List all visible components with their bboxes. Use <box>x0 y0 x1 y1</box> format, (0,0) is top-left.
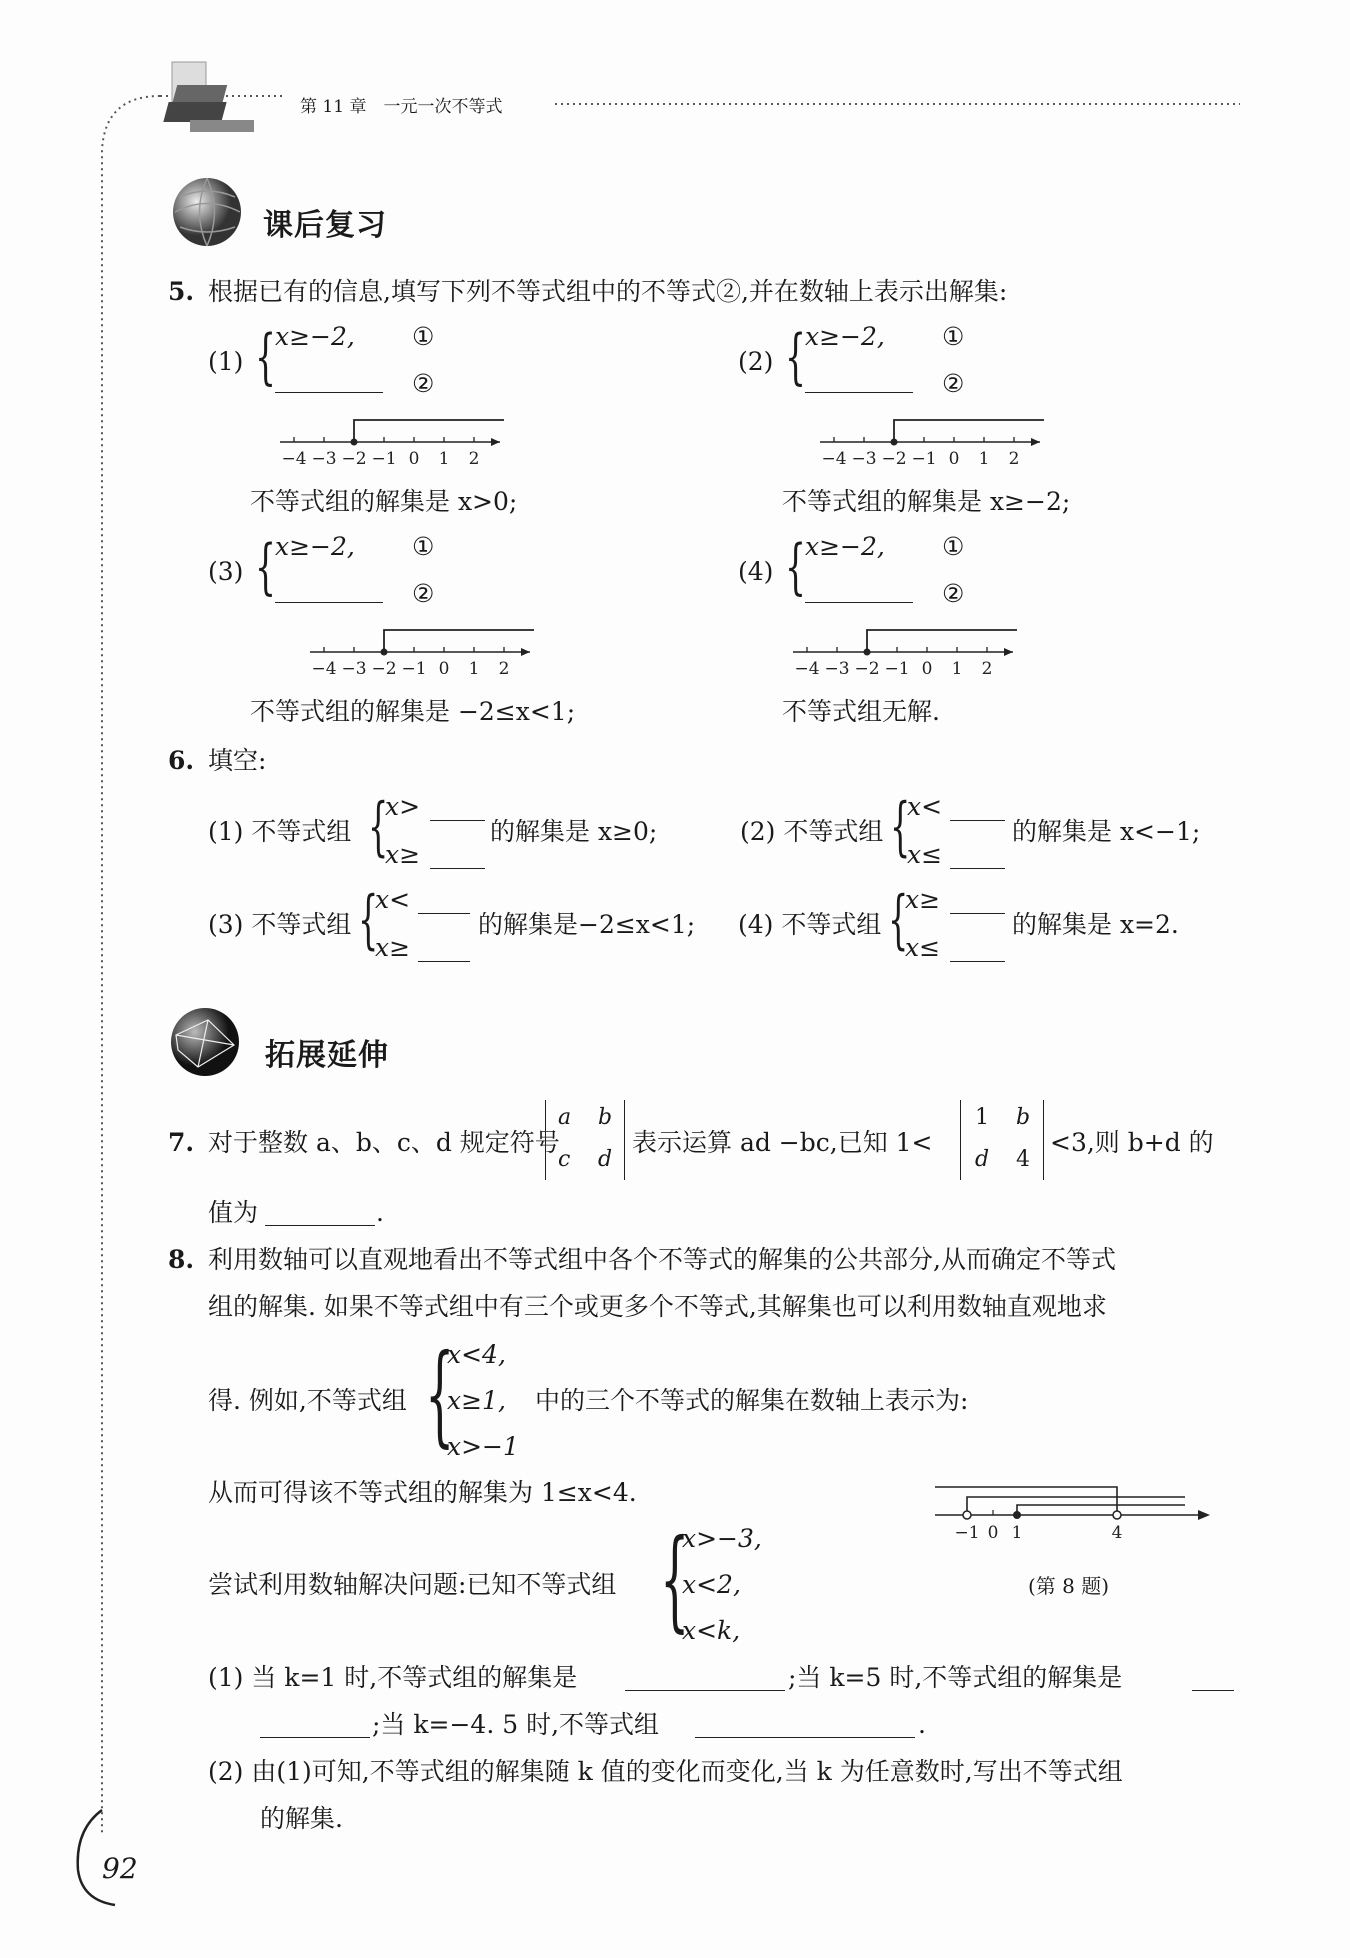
q8-sub1-a: (1) 当 k=1 时,不等式组的解集是 <box>208 1663 578 1692</box>
q7-line2: 值为 <box>208 1198 259 1227</box>
figure-8-number-line <box>935 1470 1215 1545</box>
q5-part2-mark2: ② <box>942 369 965 398</box>
q5-part2-label: (2) <box>738 347 774 376</box>
q6-part2-l1: x< <box>907 792 943 821</box>
q6-part3-l2: x≥ <box>375 933 411 962</box>
q8-sub1-end: . <box>918 1710 926 1739</box>
q5-part4-mark1: ① <box>942 532 965 561</box>
q7-text-a: 对于整数 a、b、c、d 规定符号 <box>208 1128 560 1157</box>
q5-part3-result: 不等式组的解集是 −2≤x<1; <box>250 697 576 726</box>
tick-label: 4 <box>1111 1523 1123 1543</box>
number-line-4 <box>793 620 1043 680</box>
number-line-3 <box>310 620 560 680</box>
q6-part1-blank1[interactable] <box>430 820 485 821</box>
q6-part2-blank2[interactable] <box>950 868 1005 869</box>
solution-ray <box>354 420 504 442</box>
brace: { <box>255 532 277 602</box>
tick-label: −3 <box>824 659 850 679</box>
q5-part2-blank[interactable] <box>805 392 913 393</box>
q5-part4-ineq1: x≥−2, <box>805 532 885 561</box>
number-line-1 <box>280 410 530 470</box>
q5-part3-blank[interactable] <box>275 602 383 603</box>
q5-part1-label: (1) <box>208 347 244 376</box>
number-line-2 <box>820 410 1070 470</box>
q8-number: 8. <box>168 1245 195 1274</box>
q5-part4-result: 不等式组无解. <box>782 697 940 726</box>
determinant-2 <box>960 1100 1044 1180</box>
tick-label: −1 <box>401 659 427 679</box>
q5-part4-mark2: ② <box>942 579 965 608</box>
open-point <box>963 1511 971 1519</box>
det1-c: c <box>558 1147 571 1172</box>
q8-sub1-blank1[interactable] <box>625 1690 785 1691</box>
section-title-review: 课后复习 <box>263 208 387 243</box>
q7-text-c: <3,则 b+d 的 <box>1050 1128 1214 1157</box>
q8-sys2-3: x<k, <box>682 1616 741 1645</box>
q5-part1-mark1: ① <box>412 322 435 351</box>
ray-x-ge-1 <box>1017 1505 1185 1515</box>
tick-label: −1 <box>884 659 910 679</box>
q8-sub1-blank2a[interactable] <box>1192 1690 1234 1691</box>
globe-icon <box>170 175 245 250</box>
figure-8-caption: (第 8 题) <box>1028 1574 1110 1598</box>
tick-label: −2 <box>881 449 907 469</box>
q8-sub2-a: (2) 由(1)可知,不等式组的解集随 k 值的变化而变化,当 k 为任意数时,写出不等式组 <box>208 1757 1123 1786</box>
brace: { <box>890 790 911 864</box>
tick-label: 2 <box>1008 449 1020 469</box>
tick-label: −2 <box>341 449 367 469</box>
q8-sys-3: x>−1 <box>447 1432 519 1461</box>
q5-part4-label: (4) <box>738 557 774 586</box>
tick-label: 0 <box>408 449 420 469</box>
tick-label: −3 <box>311 449 337 469</box>
q6-part4-label: (4) 不等式组 <box>738 910 882 939</box>
det2-1: 1 <box>975 1105 989 1130</box>
det1-a: a <box>558 1105 572 1130</box>
q6-part2-result: 的解集是 x<−1; <box>1012 817 1201 846</box>
tick-label: 2 <box>468 449 480 469</box>
brace: { <box>368 790 389 864</box>
q8-line3-post: 中的三个不等式的解集在数轴上表示为: <box>535 1386 969 1415</box>
q6-title: 填空: <box>208 746 267 775</box>
tick-label: 0 <box>948 449 960 469</box>
q8-sub1-blank2b[interactable] <box>260 1737 370 1738</box>
tick-label: 1 <box>951 659 963 679</box>
section-title-extend: 拓展延伸 <box>265 1038 389 1073</box>
q6-part1-l2: x≥ <box>385 840 421 869</box>
q8-line5-pre: 尝试利用数轴解决问题:已知不等式组 <box>208 1570 617 1599</box>
q8-sys2-1: x>−3, <box>682 1524 762 1553</box>
tick-label: 0 <box>438 659 450 679</box>
q8-sys-1: x<4, <box>447 1340 506 1369</box>
q5-part3-ineq1: x≥−2, <box>275 532 355 561</box>
tick-label: −1 <box>954 1523 980 1543</box>
q6-part3-blank1[interactable] <box>418 913 470 914</box>
q6-part4-blank1[interactable] <box>950 913 1005 914</box>
q5-part1-blank[interactable] <box>275 392 383 393</box>
q5-part1-result: 不等式组的解集是 x>0; <box>250 487 518 516</box>
brace: { <box>425 1330 455 1458</box>
q8-sub1-b: ;当 k=5 时,不等式组的解集是 <box>788 1663 1123 1692</box>
determinant-1 <box>545 1100 625 1180</box>
axis-arrow <box>1031 438 1040 446</box>
q5-part2-result: 不等式组的解集是 x≥−2; <box>782 487 1071 516</box>
tick-label: −1 <box>911 449 937 469</box>
axis-arrow <box>1004 648 1013 656</box>
q5-part3-mark1: ① <box>412 532 435 561</box>
q6-part3-l1: x< <box>375 885 411 914</box>
axis-arrow <box>491 438 500 446</box>
q5-part4-blank[interactable] <box>805 602 913 603</box>
tick-label: −4 <box>311 659 337 679</box>
q5-text: 根据已有的信息,填写下列不等式组中的不等式②,并在数轴上表示出解集: <box>208 277 1008 306</box>
solution-ray <box>384 630 534 652</box>
brace: { <box>660 1515 690 1643</box>
det1-b: b <box>598 1105 613 1130</box>
tick-label: −2 <box>854 659 880 679</box>
q6-part3-blank2[interactable] <box>418 961 470 962</box>
tick-label: −4 <box>794 659 820 679</box>
ray-x-gt-neg1 <box>967 1497 1185 1515</box>
q8-line4: 从而可得该不等式组的解集为 1≤x<4. <box>208 1478 637 1507</box>
q5-part3-label: (3) <box>208 557 244 586</box>
q6-part3-result: 的解集是−2≤x<1; <box>478 910 696 939</box>
q7-text-b: 表示运算 ad −bc,已知 1< <box>632 1128 933 1157</box>
q6-part2-label: (2) 不等式组 <box>740 817 884 846</box>
q5-part1-ineq1: x≥−2, <box>275 322 355 351</box>
brace: { <box>358 883 379 957</box>
q6-number: 6. <box>168 746 195 775</box>
ray-x-lt-4 <box>935 1487 1117 1515</box>
q6-part2-l2: x≤ <box>907 840 943 869</box>
page-number: 92 <box>102 1852 138 1885</box>
q6-part3-label: (3) 不等式组 <box>208 910 352 939</box>
tick-label: −4 <box>281 449 307 469</box>
brace: { <box>888 883 909 957</box>
tick-label: −3 <box>851 449 877 469</box>
q6-part2-blank1[interactable] <box>950 820 1005 821</box>
tick-label: −3 <box>341 659 367 679</box>
tick-label: −4 <box>821 449 847 469</box>
tick-label: 1 <box>978 449 990 469</box>
brace: { <box>255 322 277 392</box>
tick-label: 0 <box>987 1523 999 1543</box>
q5-part1-mark2: ② <box>412 369 435 398</box>
network-sphere-icon <box>168 1005 243 1080</box>
q5-part2-ineq1: x≥−2, <box>805 322 885 351</box>
tick-label: 1 <box>468 659 480 679</box>
q6-part1-label: (1) 不等式组 <box>208 817 352 846</box>
books-icon <box>163 62 254 132</box>
brace: { <box>785 532 807 602</box>
q6-part4-result: 的解集是 x=2. <box>1012 910 1179 939</box>
tick-label: −1 <box>371 449 397 469</box>
solution-ray <box>894 420 1044 442</box>
tick-label: 0 <box>921 659 933 679</box>
q6-part4-blank2[interactable] <box>950 961 1005 962</box>
det2-4: 4 <box>1016 1147 1030 1172</box>
tick-label: 2 <box>498 659 510 679</box>
q5-number: 5. <box>168 277 195 306</box>
q8-line1: 利用数轴可以直观地看出不等式组中各个不等式的解集的公共部分,从而确定不等式 <box>208 1245 1116 1274</box>
tick-label: 1 <box>1011 1523 1023 1543</box>
q7-end: . <box>376 1198 384 1227</box>
q8-sub1-blank3[interactable] <box>695 1737 915 1738</box>
q8-sub1-c: ;当 k=−4. 5 时,不等式组 <box>372 1710 660 1739</box>
q7-blank[interactable] <box>265 1225 375 1226</box>
axis-arrow <box>1198 1510 1210 1520</box>
open-point <box>1113 1511 1121 1519</box>
axis-arrow <box>521 648 530 656</box>
det2-d: d <box>975 1147 990 1172</box>
q8-line2: 组的解集. 如果不等式组中有三个或更多个不等式,其解集也可以利用数轴直观地求 <box>208 1292 1107 1321</box>
det1-d: d <box>598 1147 613 1172</box>
q6-part4-l1: x≥ <box>905 885 941 914</box>
tick-label: 2 <box>981 659 993 679</box>
q6-part1-blank2[interactable] <box>430 868 485 869</box>
det2-b: b <box>1016 1105 1031 1130</box>
q7-number: 7. <box>168 1128 195 1157</box>
solid-point <box>1013 1511 1021 1519</box>
tick-label: 1 <box>438 449 450 469</box>
q8-sys2-2: x<2, <box>682 1570 741 1599</box>
brace: { <box>785 322 807 392</box>
q8-sub2-b: 的解集. <box>260 1804 343 1833</box>
q5-part2-mark1: ① <box>942 322 965 351</box>
chapter-header: 第 11 章 一元一次不等式 <box>300 97 503 117</box>
q8-line3-pre: 得. 例如,不等式组 <box>208 1386 407 1415</box>
solution-ray <box>867 630 1017 652</box>
tick-label: −2 <box>371 659 397 679</box>
q6-part1-l1: x> <box>385 792 421 821</box>
q5-part3-mark2: ② <box>412 579 435 608</box>
q6-part1-result: 的解集是 x≥0; <box>490 817 658 846</box>
q6-part4-l2: x≤ <box>905 933 941 962</box>
q8-sys-2: x≥1, <box>447 1386 506 1415</box>
